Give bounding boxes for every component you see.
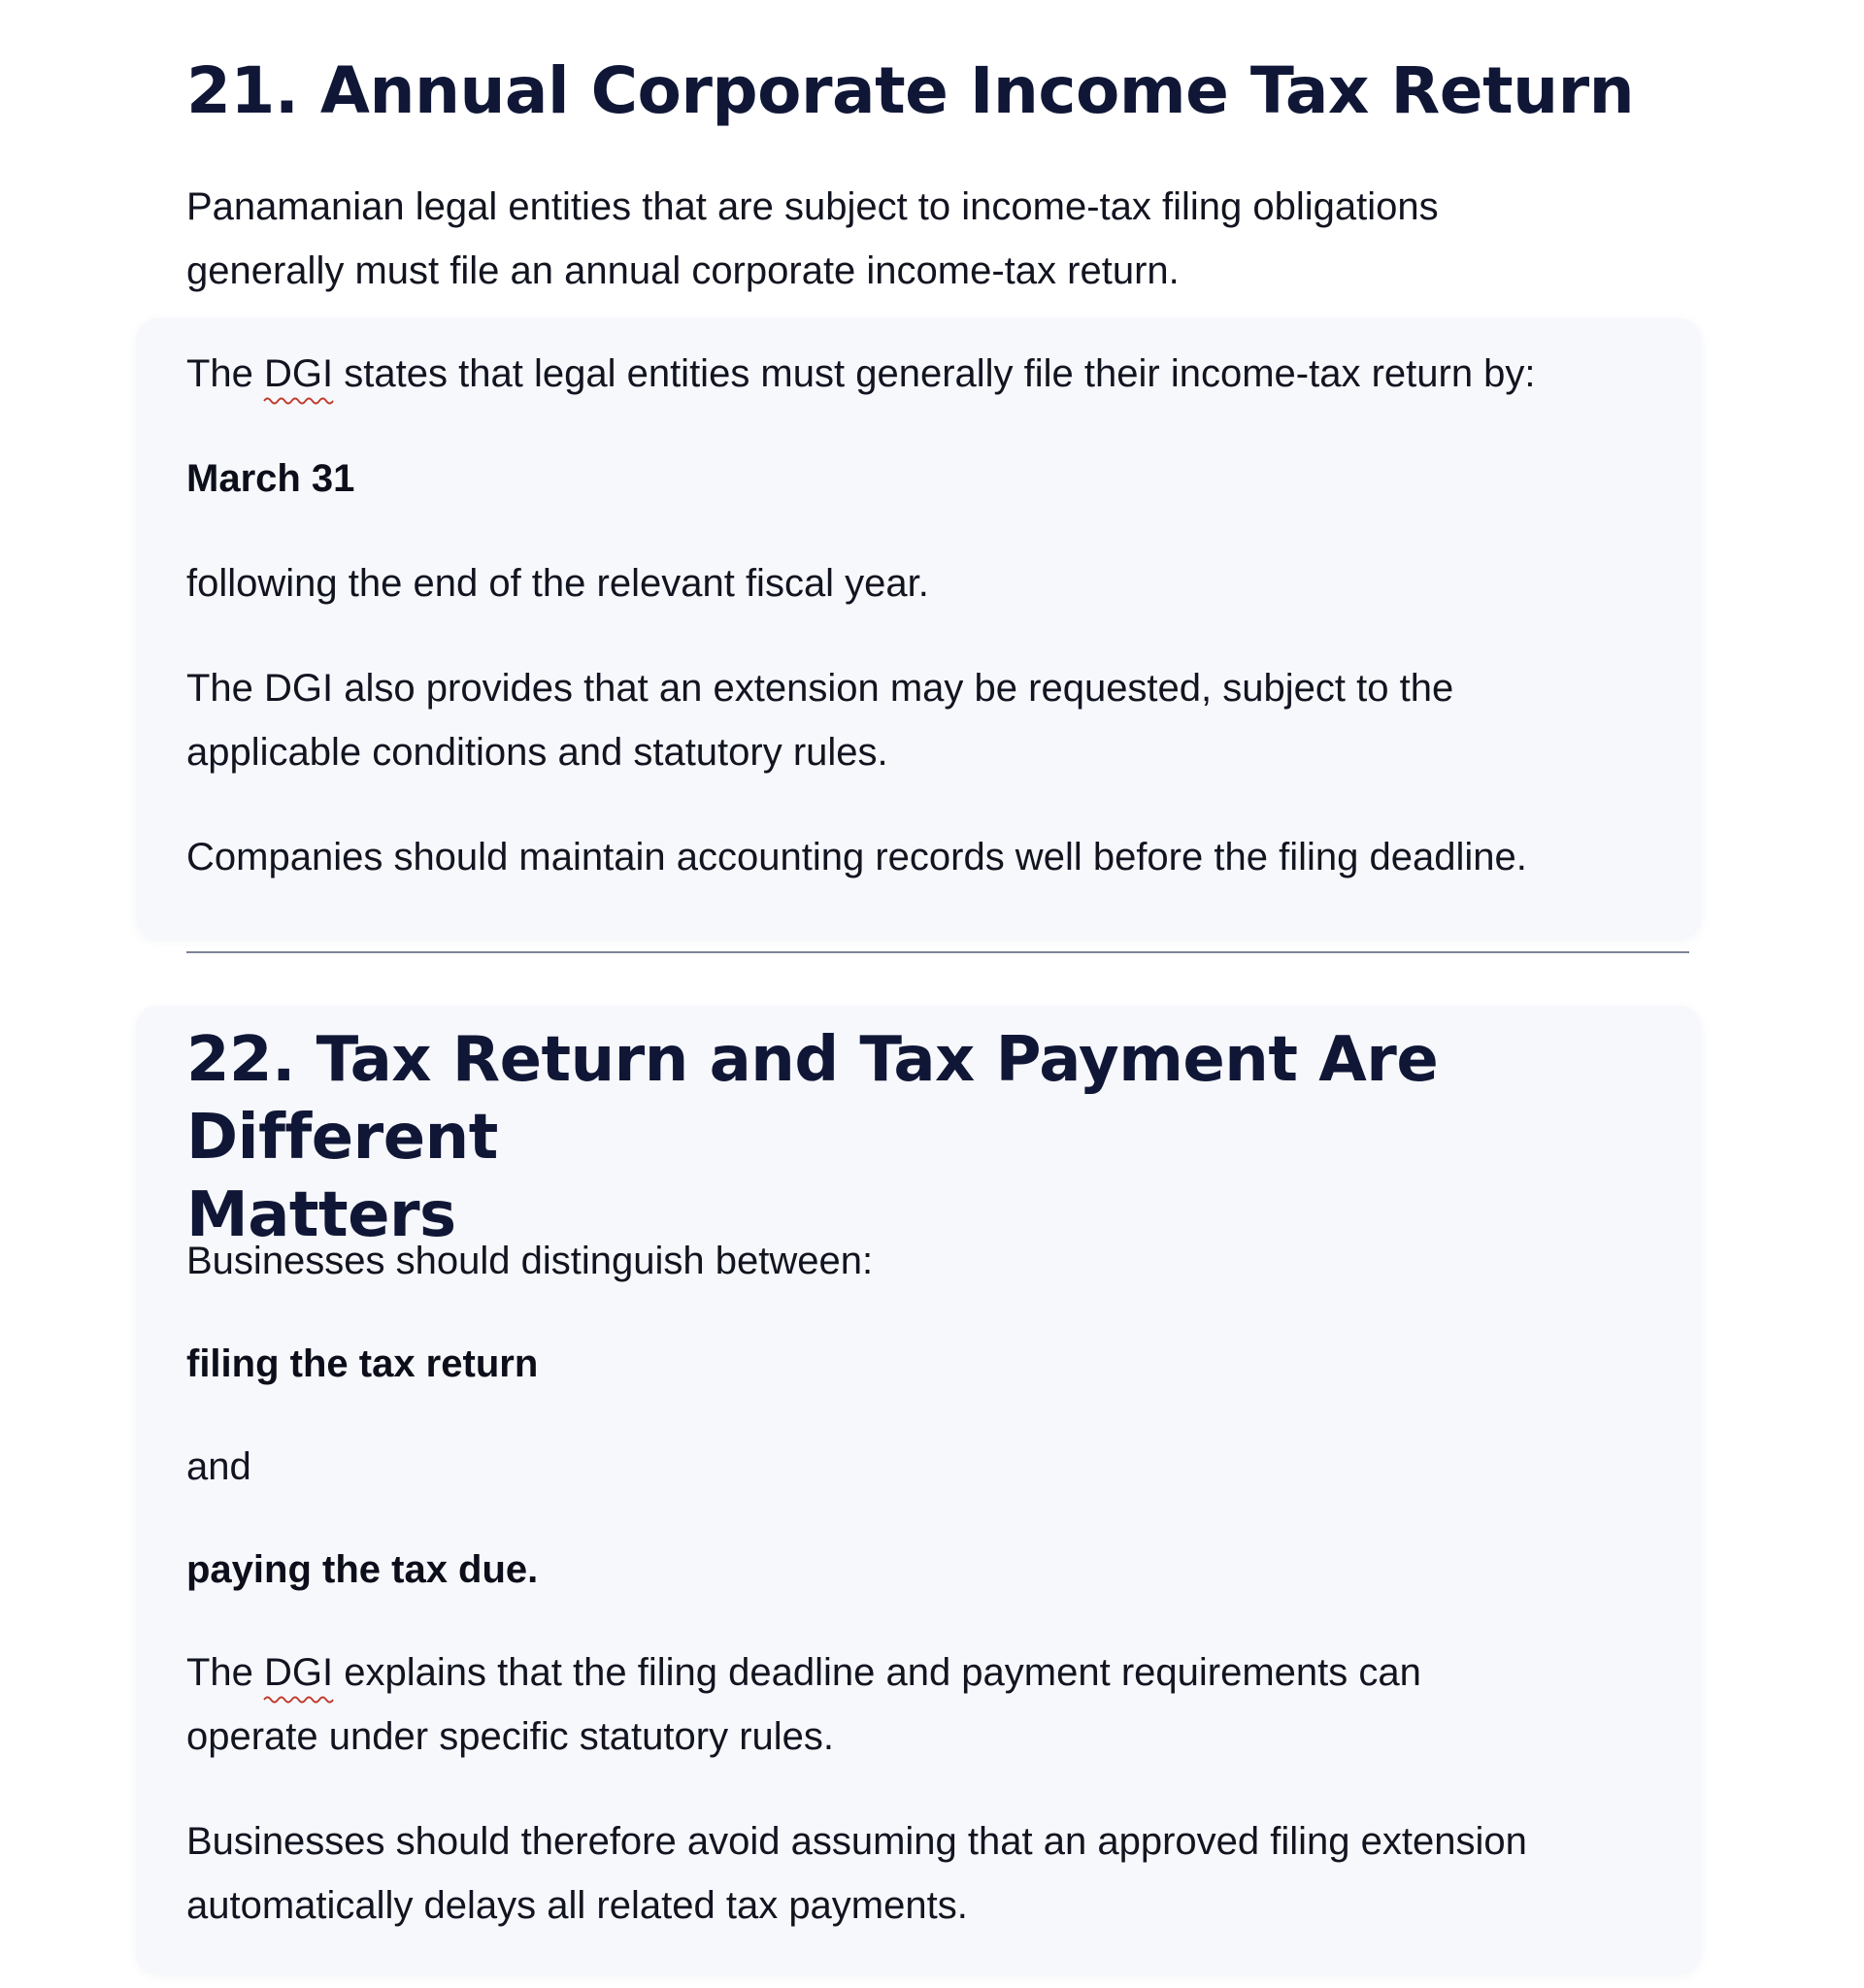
section-22-dgi-note [186,1640,1720,1769]
section-21-intro-line1: Panamanian legal entities that are subject to income-tax filing obligations [186,185,1439,228]
text-line: The DGI also provides that an extension may be requested, subject to the [186,667,1454,710]
spellcheck-flagged-term[interactable] [264,1640,333,1705]
section-22-heading [186,1021,1701,1254]
filing-deadline-date: March 31 [186,457,355,500]
text-run: The [186,1651,265,1694]
text-line: Businesses should therefore avoid assuming that an approved filing extension [186,1820,1527,1863]
spellcheck-underline [264,1695,333,1703]
section-divider [186,951,1689,953]
spellcheck-underline [264,396,333,404]
heading-line: Matters [186,1179,456,1251]
text-run: states that legal entities must generally file their income-tax return by: [333,352,1536,395]
text-line: operate under specific statutory rules. [186,1715,835,1758]
item-filing-tax-return: filing the tax return [186,1342,539,1385]
section-21-intro [186,175,1720,303]
spellcheck-flagged-term[interactable] [264,342,333,406]
section-21-records-note: Companies should maintain accounting records well before the filing deadline. [186,836,1527,878]
connector-and: and [186,1445,251,1488]
flagged-term-text: DGI [264,1651,334,1694]
item-paying-tax-due: paying the tax due. [186,1548,539,1591]
section-22-payment-warning [186,1809,1720,1938]
text-line: applicable conditions and statutory rules. [186,731,888,774]
text-run: explains that the filing deadline and payment requirements can [333,1651,1421,1694]
section-21-deadline-intro [186,342,1720,406]
text-line: automatically delays all related tax payments. [186,1884,968,1927]
heading-line: 22. Tax Return and Tax Payment Are Different [186,1024,1439,1174]
section-21-heading: 21. Annual Corporate Income Tax Return [186,53,1635,128]
section-21-intro-line2: generally must file an annual corporate income-tax return. [186,249,1180,292]
flagged-term-text: DGI [264,352,334,395]
text-run: The [186,352,265,395]
section-21-extension-note [186,656,1720,784]
section-22-distinguish-intro: Businesses should distinguish between: [186,1240,874,1282]
section-21-fiscal-year-note: following the end of the relevant fiscal year. [186,562,929,605]
